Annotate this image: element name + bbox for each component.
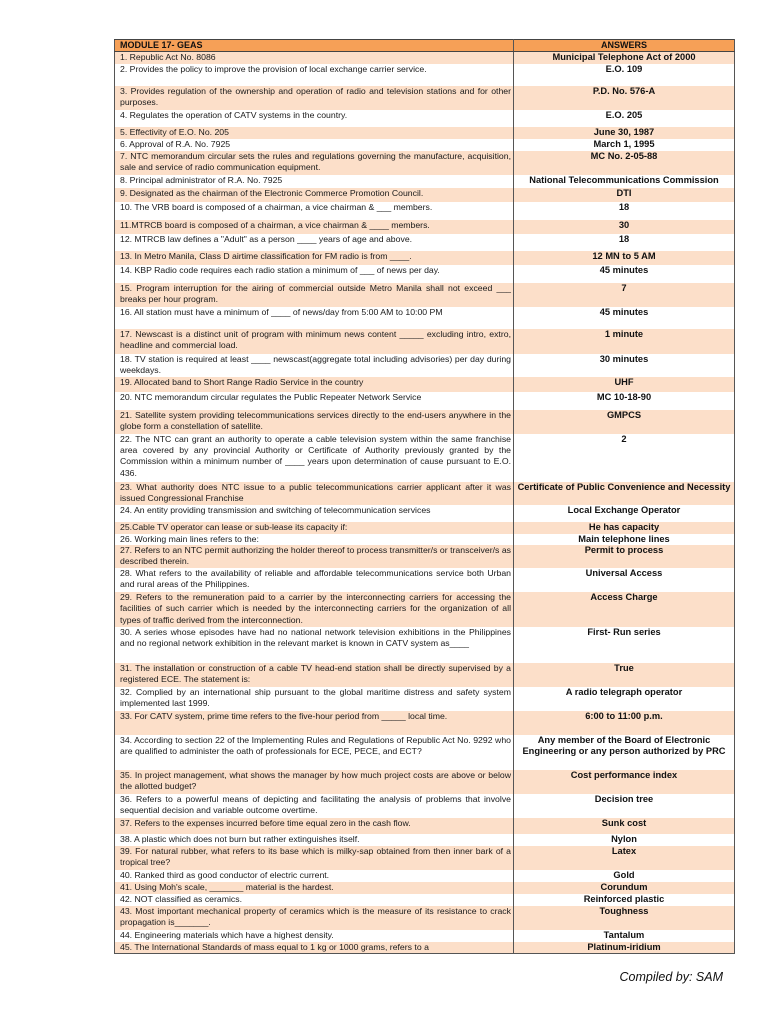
- question-text: 31. The installation or construction of a cable TV head-end station shall be directly supervised by a registered ECE. The statement is:: [115, 663, 514, 687]
- question-row: [115, 175, 735, 188]
- answer-text: 45 minutes: [514, 307, 735, 329]
- table-header-row: [115, 40, 735, 52]
- question-text: 5. Effectivity of E.O. No. 205: [115, 127, 514, 139]
- question-row: [115, 64, 735, 86]
- answer-text: Permit to process: [514, 545, 735, 568]
- question-text: 41. Using Moh's scale, _______ material is the hardest.: [115, 882, 514, 894]
- answer-text: P.D. No. 576-A: [514, 86, 735, 110]
- answer-text: Nylon: [514, 834, 735, 846]
- answer-text: 1 minute: [514, 329, 735, 354]
- answer-text: MC 10-18-90: [514, 392, 735, 410]
- question-text: 3. Provides regulation of the ownership and operation of radio and television stations and for other purposes.: [115, 86, 514, 110]
- answer-text: A radio telegraph operator: [514, 687, 735, 711]
- answer-text: Corundum: [514, 882, 735, 894]
- question-row: [115, 545, 735, 568]
- question-text: 11.MTRCB board is composed of a chairman, a vice chairman & ____ members.: [115, 220, 514, 234]
- answer-text: Main telephone lines: [514, 534, 735, 545]
- answer-text: Latex: [514, 846, 735, 870]
- question-row: [115, 906, 735, 930]
- answer-text: Any member of the Board of Electronic Engineering or any person authorized by PRC: [514, 735, 735, 770]
- question-row: [115, 735, 735, 770]
- question-text: 37. Refers to the expenses incurred before time equal zero in the cash flow.: [115, 818, 514, 834]
- question-text: 30. A series whose episodes have had no national network television exhibitions in the Philippines and no regional network exhibition in the relevant market is known in CATV system as____: [115, 627, 514, 663]
- answer-text: True: [514, 663, 735, 687]
- question-row: [115, 86, 735, 110]
- answer-text: He has capacity: [514, 522, 735, 534]
- question-row: [115, 942, 735, 954]
- answer-text: Local Exchange Operator: [514, 505, 735, 522]
- answer-text: 2: [514, 434, 735, 482]
- question-row: [115, 834, 735, 846]
- qa-table: [114, 39, 735, 954]
- question-row: [115, 522, 735, 534]
- question-row: [115, 307, 735, 329]
- answer-text: DTI: [514, 188, 735, 202]
- question-row: [115, 505, 735, 522]
- question-text: 27. Refers to an NTC permit authorizing the holder thereof to process transmitter/s or transceiver/s as described therein.: [115, 545, 514, 568]
- answer-text: 45 minutes: [514, 265, 735, 283]
- question-text: 13. In Metro Manila, Class D airtime classification for FM radio is from ____.: [115, 251, 514, 265]
- answer-text: Cost performance index: [514, 770, 735, 794]
- question-text: 21. Satellite system providing telecommunications services directly to the end-users anywhere in the globe form a constellation of satellite.: [115, 410, 514, 434]
- answer-text: Decision tree: [514, 794, 735, 818]
- question-row: [115, 534, 735, 545]
- answer-text: E.O. 205: [514, 110, 735, 127]
- question-text: 45. The International Standards of mass equal to 1 kg or 1000 grams, refers to a: [115, 942, 514, 954]
- question-row: [115, 354, 735, 377]
- question-row: [115, 870, 735, 882]
- question-row: [115, 770, 735, 794]
- answer-text: MC No. 2-05-88: [514, 151, 735, 175]
- question-row: [115, 377, 735, 392]
- question-row: [115, 687, 735, 711]
- question-text: 18. TV station is required at least ____ newscast(aggregate total including advisories) per day during weekdays.: [115, 354, 514, 377]
- answer-text: 7: [514, 283, 735, 307]
- question-row: [115, 627, 735, 663]
- answer-text: E.O. 109: [514, 64, 735, 86]
- question-text: 24. An entity providing transmission and switching of telecommunication services: [115, 505, 514, 522]
- answer-text: 30: [514, 220, 735, 234]
- answer-text: 12 MN to 5 AM: [514, 251, 735, 265]
- question-text: 43. Most important mechanical property of ceramics which is the measure of its resistance to crack propagation is_______.: [115, 906, 514, 930]
- question-text: 32. Complied by an international ship pursuant to the global maritime distress and safety system implemented last 1999.: [115, 687, 514, 711]
- answer-text: 6:00 to 11:00 p.m.: [514, 711, 735, 735]
- question-row: [115, 329, 735, 354]
- question-text: 15. Program interruption for the airing of commercial outside Metro Manila shall not exceed ___ breaks per hour program.: [115, 283, 514, 307]
- question-text: 28. What refers to the availability of reliable and affordable telecommunications service both Urban and rural areas of the Philippines.: [115, 568, 514, 592]
- question-text: 34. According to section 22 of the Implementing Rules and Regulations of Republic Act No. 9292 who are qualified to administer the oath of professionals for ECE, PECE, and ECT?: [115, 735, 514, 770]
- question-text: 16. All station must have a minimum of ____ of news/day from 5:00 AM to 10:00 PM: [115, 307, 514, 329]
- question-row: [115, 234, 735, 251]
- question-text: 22. The NTC can grant an authority to operate a cable television system within the same franchise area covered by any provincial Authority or Certificate of Authority previously granted by the Commission within a minimum number of ____ years upon determination of cause pursuant to E.O. 436.: [115, 434, 514, 482]
- answers-column-header: ANSWERS: [514, 40, 735, 52]
- question-row: [115, 794, 735, 818]
- question-text: 7. NTC memorandum circular sets the rules and regulations governing the manufacture, acquisition, sale and service of radio communication equipment.: [115, 151, 514, 175]
- question-text: 42. NOT classified as ceramics.: [115, 894, 514, 906]
- question-text: 20. NTC memorandum circular regulates the Public Repeater Network Service: [115, 392, 514, 410]
- answer-text: March 1, 1995: [514, 139, 735, 151]
- compiled-by-credit: Compiled by: SAM: [619, 970, 723, 984]
- answer-text: First- Run series: [514, 627, 735, 663]
- question-row: [115, 818, 735, 834]
- answer-text: Gold: [514, 870, 735, 882]
- question-row: [115, 283, 735, 307]
- question-row: [115, 220, 735, 234]
- answer-text: Municipal Telephone Act of 2000: [514, 52, 735, 64]
- question-row: [115, 482, 735, 505]
- question-text: 4. Regulates the operation of CATV systems in the country.: [115, 110, 514, 127]
- answer-text: UHF: [514, 377, 735, 392]
- question-text: 35. In project management, what shows the manager by how much project costs are above or below the allotted budget?: [115, 770, 514, 794]
- question-row: [115, 202, 735, 220]
- question-row: [115, 434, 735, 482]
- question-text: 38. A plastic which does not burn but rather extinguishes itself.: [115, 834, 514, 846]
- question-text: 36. Refers to a powerful means of depicting and facilitating the analysis of problems that involve sequential decision and variable outcome overtime.: [115, 794, 514, 818]
- question-text: 29. Refers to the remuneration paid to a carrier by the interconnecting carriers for accessing the facilities of such carrier which is needed by the interconnecting carriers for the organization of all types of traffic derived from the interconnection.: [115, 592, 514, 627]
- question-row: [115, 592, 735, 627]
- question-text: 8. Principal administrator of R.A. No. 7925: [115, 175, 514, 188]
- question-text: 39. For natural rubber, what refers to its base which is milky-sap obtained from then inner bark of a tropical tree?: [115, 846, 514, 870]
- question-text: 14. KBP Radio code requires each radio station a minimum of ___ of news per day.: [115, 265, 514, 283]
- answer-text: National Telecommunications Commission: [514, 175, 735, 188]
- answer-text: Toughness: [514, 906, 735, 930]
- module-title-header: MODULE 17- GEAS: [115, 40, 514, 52]
- question-row: [115, 930, 735, 942]
- answer-text: Sunk cost: [514, 818, 735, 834]
- question-text: 9. Designated as the chairman of the Electronic Commerce Promotion Council.: [115, 188, 514, 202]
- question-row: [115, 251, 735, 265]
- question-row: [115, 52, 735, 64]
- question-row: [115, 894, 735, 906]
- answer-text: 18: [514, 202, 735, 220]
- question-text: 1. Republic Act No. 8086: [115, 52, 514, 64]
- question-text: 23. What authority does NTC issue to a public telecommunications carrier applicant after it was issued Congressional Franchise: [115, 482, 514, 505]
- question-text: 2. Provides the policy to improve the provision of local exchange carrier service.: [115, 64, 514, 86]
- answer-text: Certificate of Public Convenience and Necessity: [514, 482, 735, 505]
- answer-text: 30 minutes: [514, 354, 735, 377]
- question-text: 19. Allocated band to Short Range Radio Service in the country: [115, 377, 514, 392]
- question-row: [115, 568, 735, 592]
- question-row: [115, 265, 735, 283]
- question-text: 40. Ranked third as good conductor of electric current.: [115, 870, 514, 882]
- question-row: [115, 188, 735, 202]
- answer-text: GMPCS: [514, 410, 735, 434]
- question-text: 26. Working main lines refers to the:: [115, 534, 514, 545]
- question-text: 33. For CATV system, prime time refers to the five-hour period from _____ local time.: [115, 711, 514, 735]
- question-row: [115, 846, 735, 870]
- answer-text: Tantalum: [514, 930, 735, 942]
- question-row: [115, 392, 735, 410]
- question-row: [115, 127, 735, 139]
- question-text: 10. The VRB board is composed of a chairman, a vice chairman & ___ members.: [115, 202, 514, 220]
- answer-text: Platinum-iridium: [514, 942, 735, 954]
- question-text: 25.Cable TV operator can lease or sub-lease its capacity if:: [115, 522, 514, 534]
- answer-text: Universal Access: [514, 568, 735, 592]
- answer-text: June 30, 1987: [514, 127, 735, 139]
- question-text: 44. Engineering materials which have a highest density.: [115, 930, 514, 942]
- question-row: [115, 139, 735, 151]
- answer-text: Reinforced plastic: [514, 894, 735, 906]
- question-row: [115, 151, 735, 175]
- answer-text: 18: [514, 234, 735, 251]
- answer-text: Access Charge: [514, 592, 735, 627]
- question-text: 6. Approval of R.A. No. 7925: [115, 139, 514, 151]
- question-row: [115, 410, 735, 434]
- question-row: [115, 663, 735, 687]
- question-text: 17. Newscast is a distinct unit of program with minimum news content _____ excluding intro, extro, headline and commercial load.: [115, 329, 514, 354]
- question-text: 12. MTRCB law defines a "Adult" as a person ____ years of age and above.: [115, 234, 514, 251]
- question-row: [115, 711, 735, 735]
- question-row: [115, 110, 735, 127]
- question-row: [115, 882, 735, 894]
